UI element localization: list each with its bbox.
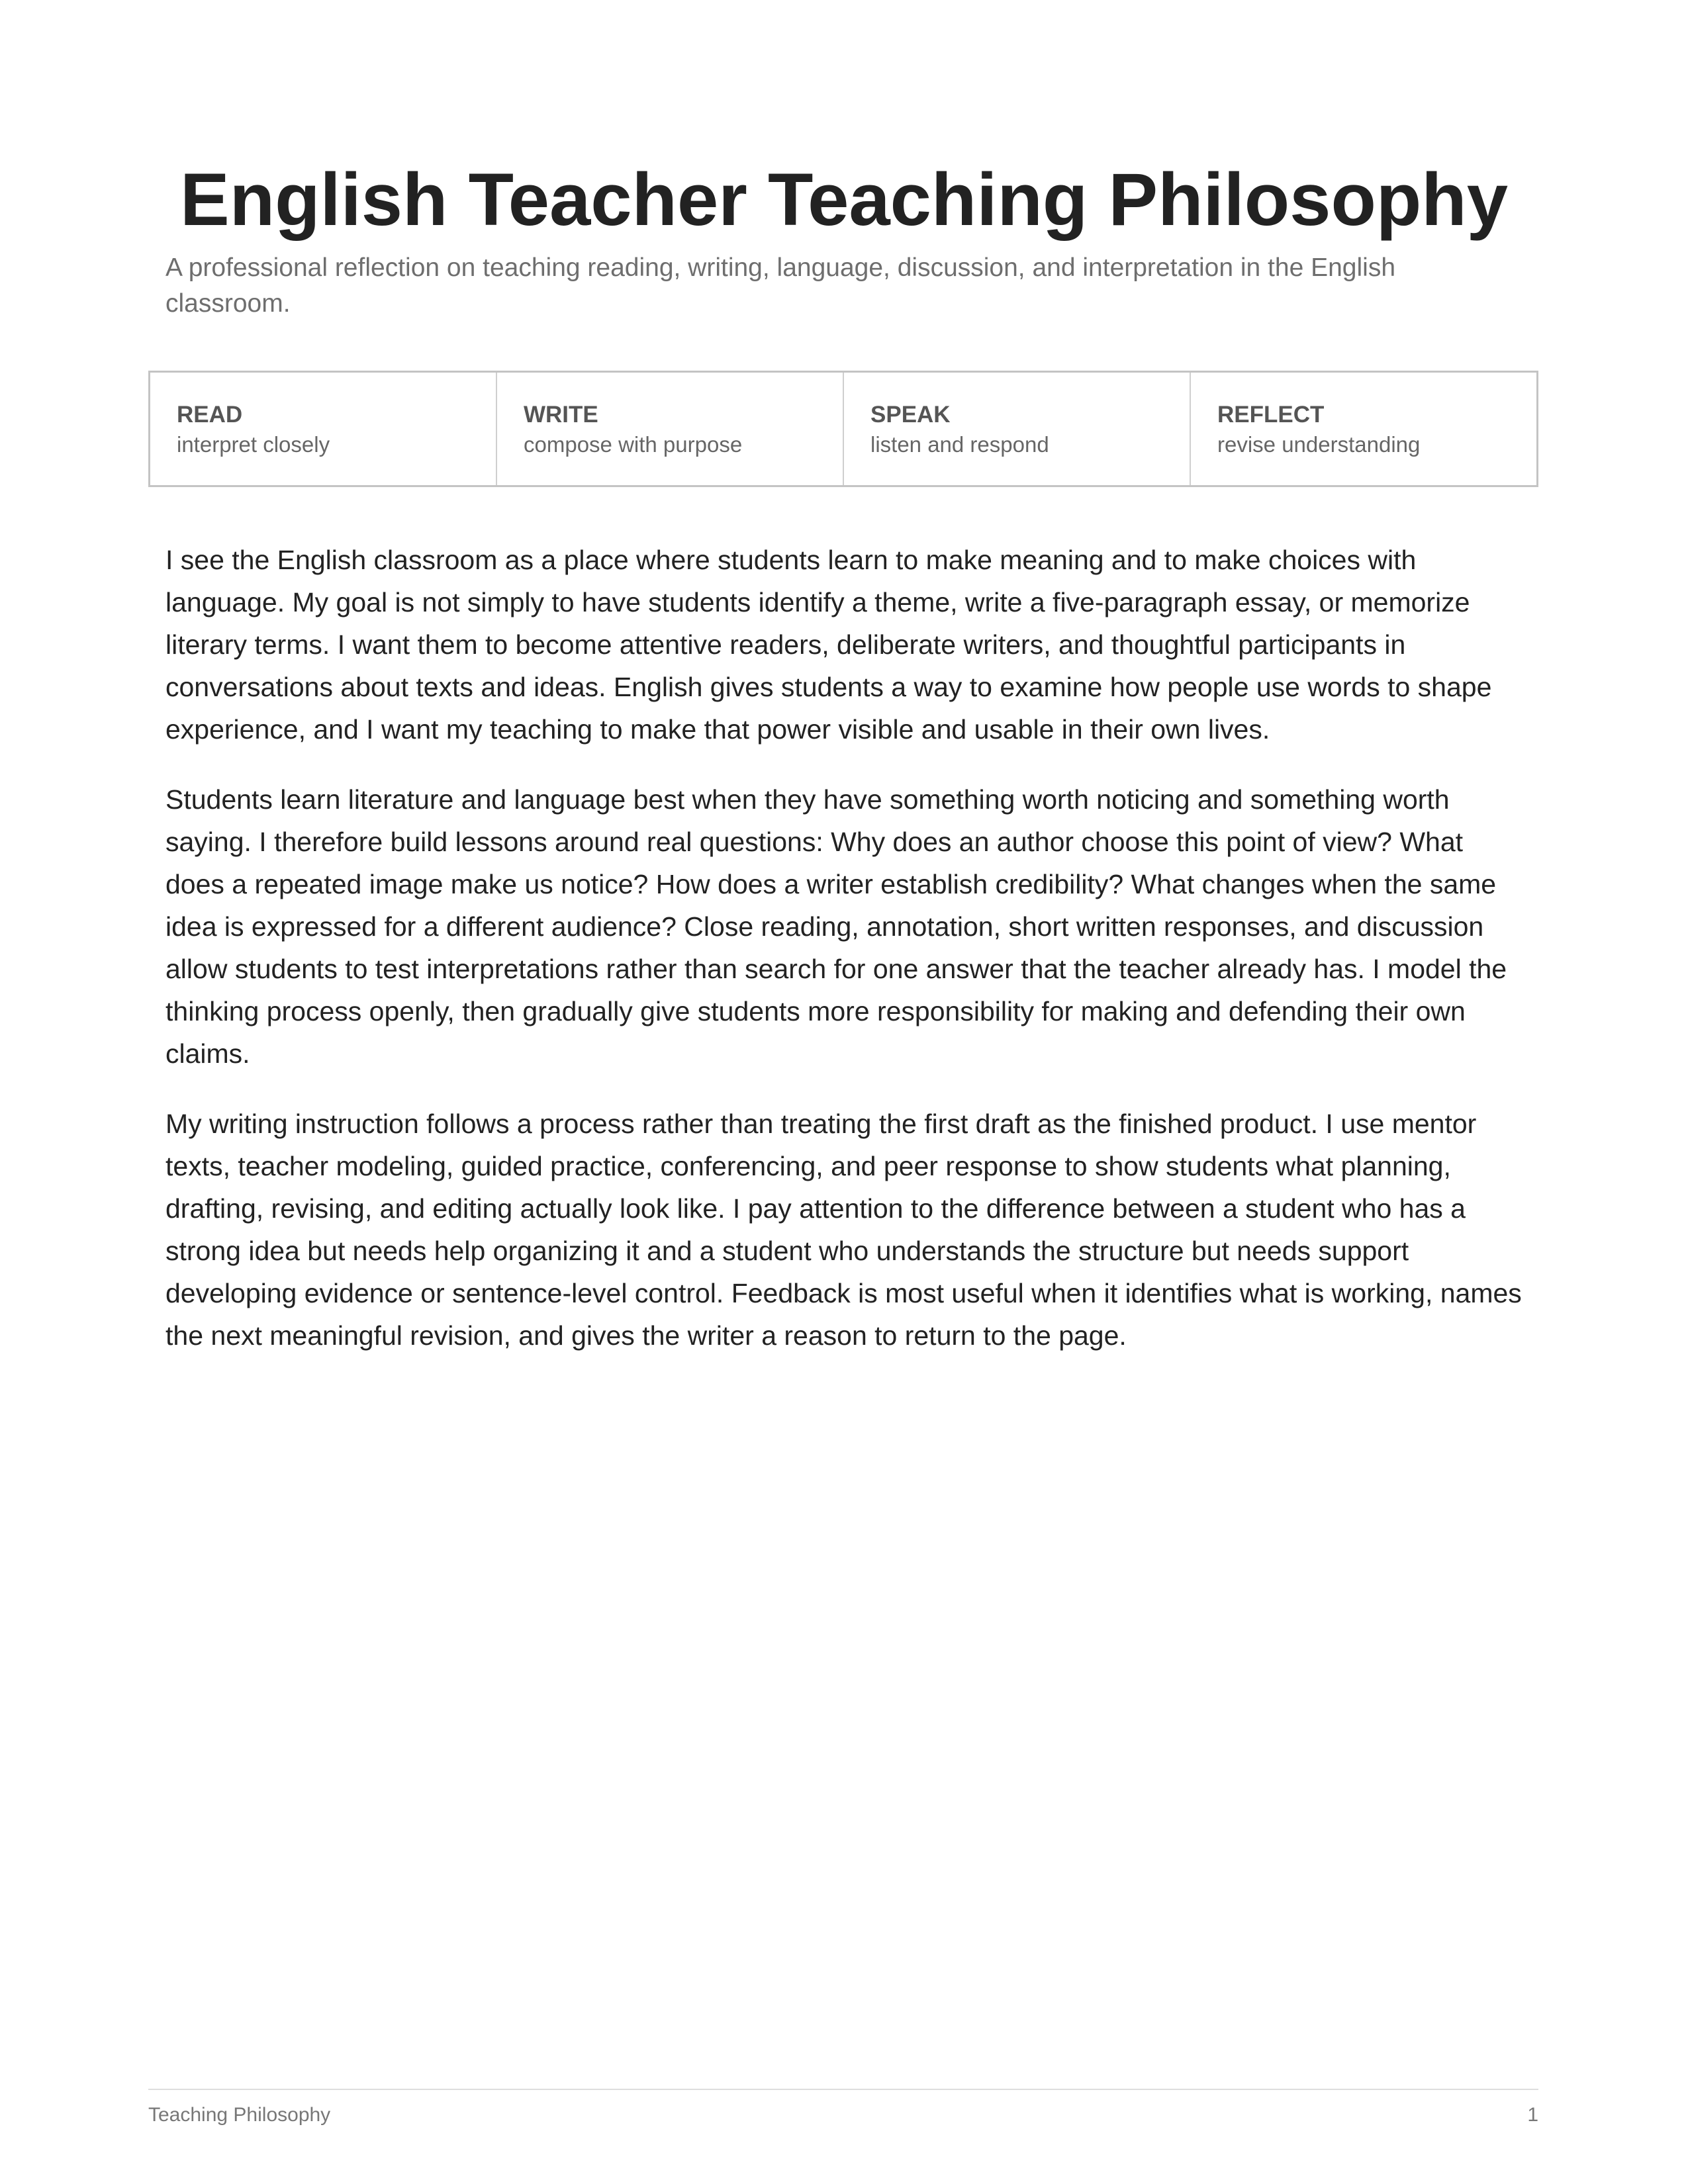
pillar-label: REFLECT — [1217, 402, 1325, 428]
pillar-label: WRITE — [524, 402, 598, 428]
pillar-description: revise understanding — [1217, 432, 1421, 457]
pillar-description: interpret closely — [177, 432, 330, 457]
pillar-label: SPEAK — [870, 402, 951, 428]
body-paragraph: Students learn literature and language best when they have something worth noticing and something worth saying. I therefore build lessons around real questions: Why does an author choose this point of view? What does a repeated image make us notice? How does a writer establish credibility? What changes when the same idea is expressed for a different audience? Close reading, annotation, short written responses, and discussion allow students to test interpretations rather than search for one answer that the teacher already has. I model the thinking process openly, then gradually give students more responsibility for making and defending their own claims. — [165, 784, 1507, 1069]
pillar-description: listen and respond — [870, 432, 1049, 457]
body-paragraph: I see the English classroom as a place where students learn to make meaning and to make choices with language. My goal is not simply to have students identify a theme, write a five-paragraph essay, or memorize literary terms. I want them to become attentive readers, deliberate writers, and thoughtful participants in conversations about texts and ideas. English gives students a way to examine how people use words to shape experience, and I want my teaching to make that power visible and usable in their own lives. — [165, 545, 1492, 745]
pillar-speak — [843, 373, 1190, 485]
pillar-reflect — [1190, 373, 1536, 485]
page-subtitle: A professional reflection on teaching reading, writing, language, discussion, and interpretation in the English classroom. — [165, 253, 1396, 318]
pillar-write — [496, 373, 843, 485]
body-paragraph: My writing instruction follows a process rather than treating the first draft as the finished product. I use mentor texts, teacher modeling, guided practice, conferencing, and peer response to show students what planning, drafting, revising, and editing actually look like. I pay attention to the difference between a student who has a strong idea but needs help organizing it and a student who understands the structure but needs support developing evidence or sentence-level control. Feedback is most useful when it identifies what is working, names the next meaningful revision, and gives the writer a reason to return to the page. — [165, 1109, 1522, 1351]
footer-title: Teaching Philosophy — [148, 2104, 331, 2126]
footer-divider — [148, 2089, 1538, 2090]
pillars-table — [148, 371, 1538, 487]
page-title: English Teacher Teaching Philosophy — [180, 158, 1508, 241]
pillar-label: READ — [177, 402, 243, 428]
pillar-read — [150, 373, 496, 485]
pillar-description: compose with purpose — [524, 432, 743, 457]
page-number: 1 — [1527, 2104, 1538, 2126]
body-text — [165, 539, 1529, 1385]
